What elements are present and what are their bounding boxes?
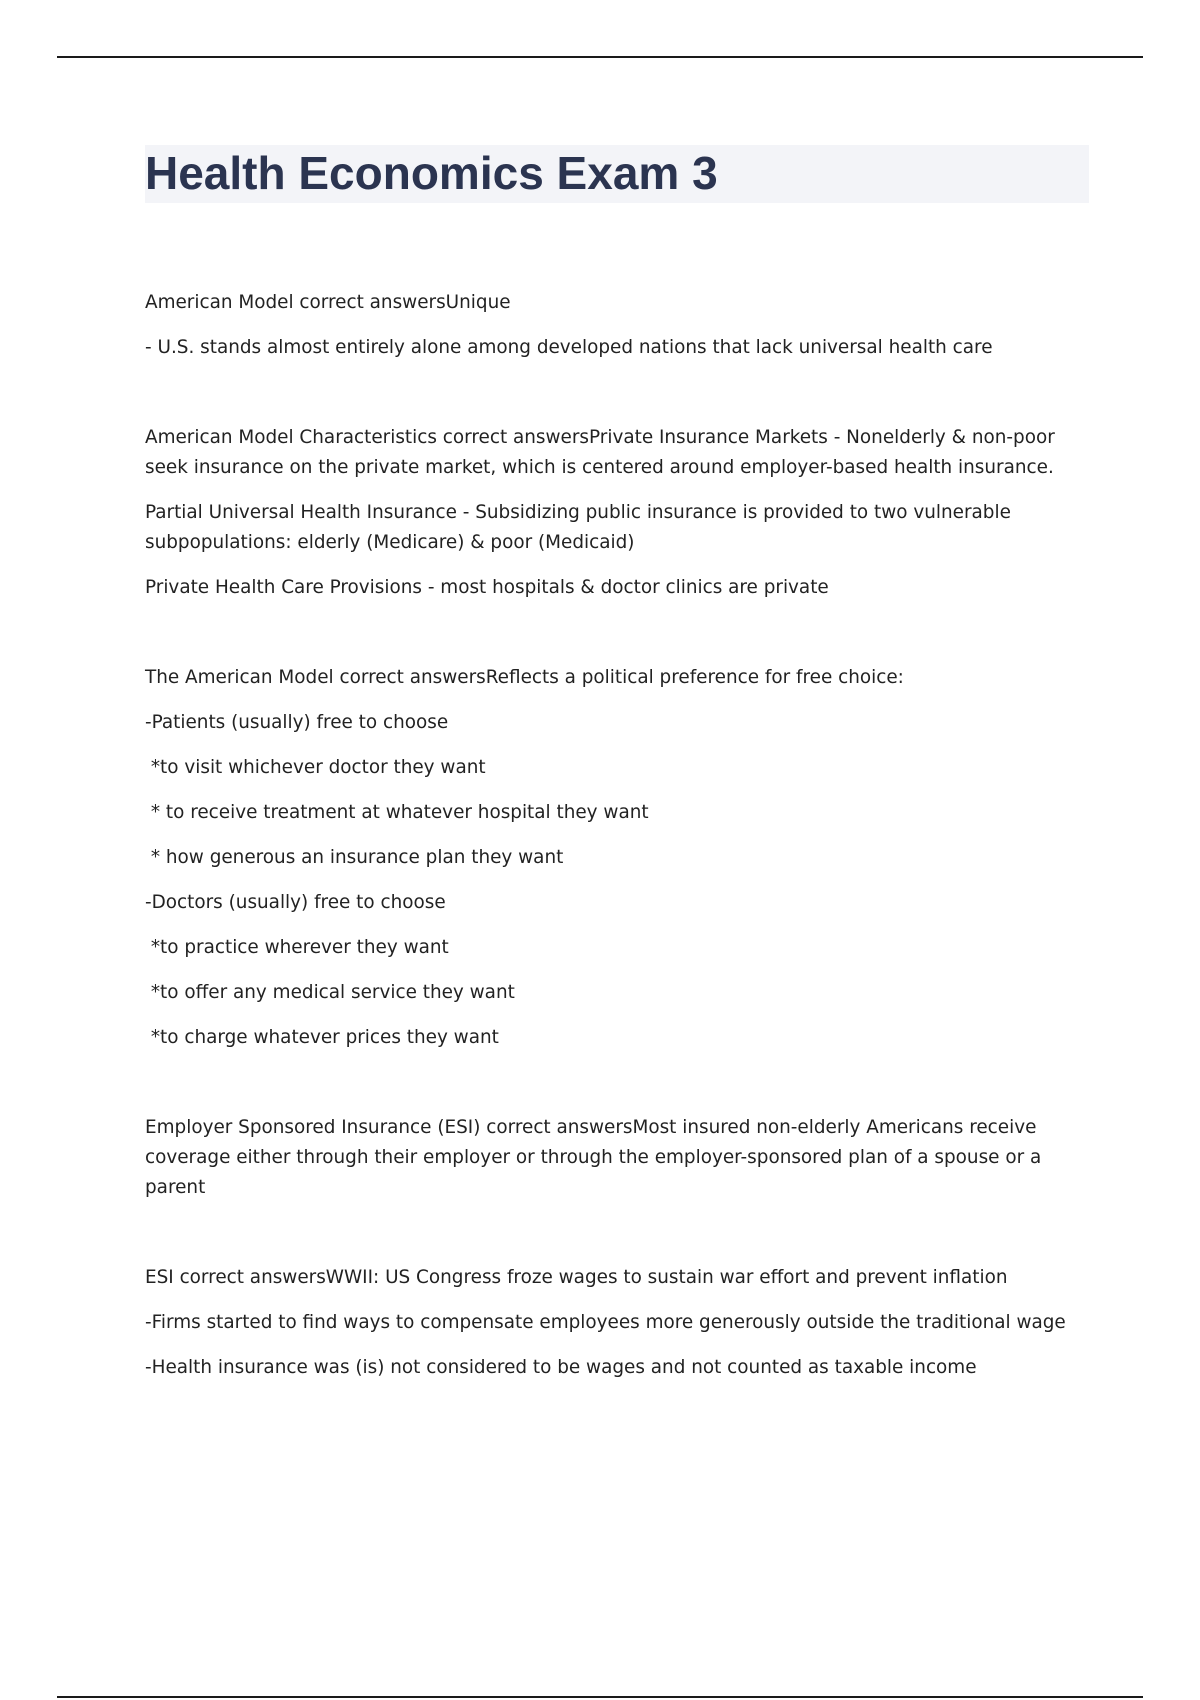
- header-rule: [57, 56, 1143, 58]
- entry-line: -Health insurance was (is) not considered to be wages and not counted as taxable income: [145, 1357, 977, 1378]
- entry-american-model-characteristics: [145, 423, 1090, 603]
- entry-line: *to practice wherever they want: [145, 937, 449, 958]
- entry-line: *to charge whatever prices they want: [145, 1027, 499, 1048]
- entry-the-american-model: [145, 663, 1090, 1053]
- entry-line: American Model Characteristics correct answersPrivate Insurance Markets - Nonelderly & non-poor seek insurance on the private market, which is centered around employer-based health insurance.: [145, 427, 1061, 478]
- entry-line: - U.S. stands almost entirely alone among developed nations that lack universal health care: [145, 337, 993, 358]
- entry-line: Partial Universal Health Insurance - Subsidizing public insurance is provided to two vulnerable subpopulations: elderly (Medicare) & poor (Medicaid): [145, 502, 1017, 553]
- page-title: Health Economics Exam 3: [145, 147, 718, 199]
- document-body: [145, 288, 1090, 1443]
- entry-american-model: [145, 288, 1090, 363]
- footer-rule: [57, 1696, 1143, 1698]
- entry-line: * how generous an insurance plan they want: [145, 847, 564, 868]
- entry-employer-sponsored-insurance: [145, 1113, 1090, 1203]
- entry-line: ESI correct answersWWII: US Congress froze wages to sustain war effort and prevent inflation: [145, 1267, 1008, 1288]
- entry-line: American Model correct answersUnique: [145, 292, 511, 313]
- entry-line: The American Model correct answersReflects a political preference for free choice:: [145, 667, 904, 688]
- entry-line: -Doctors (usually) free to choose: [145, 892, 446, 913]
- entry-line: -Firms started to find ways to compensate employees more generously outside the traditional wage: [145, 1312, 1066, 1333]
- entry-line: *to visit whichever doctor they want: [145, 757, 486, 778]
- entry-line: * to receive treatment at whatever hospital they want: [145, 802, 649, 823]
- entry-line: Private Health Care Provisions - most hospitals & doctor clinics are private: [145, 577, 829, 598]
- entry-line: -Patients (usually) free to choose: [145, 712, 449, 733]
- entry-esi: [145, 1263, 1090, 1383]
- entry-line: *to offer any medical service they want: [145, 982, 515, 1003]
- entry-line: Employer Sponsored Insurance (ESI) correct answersMost insured non-elderly Americans receive coverage either through their employer or through the employer-sponsored plan of a spouse or a parent: [145, 1117, 1048, 1198]
